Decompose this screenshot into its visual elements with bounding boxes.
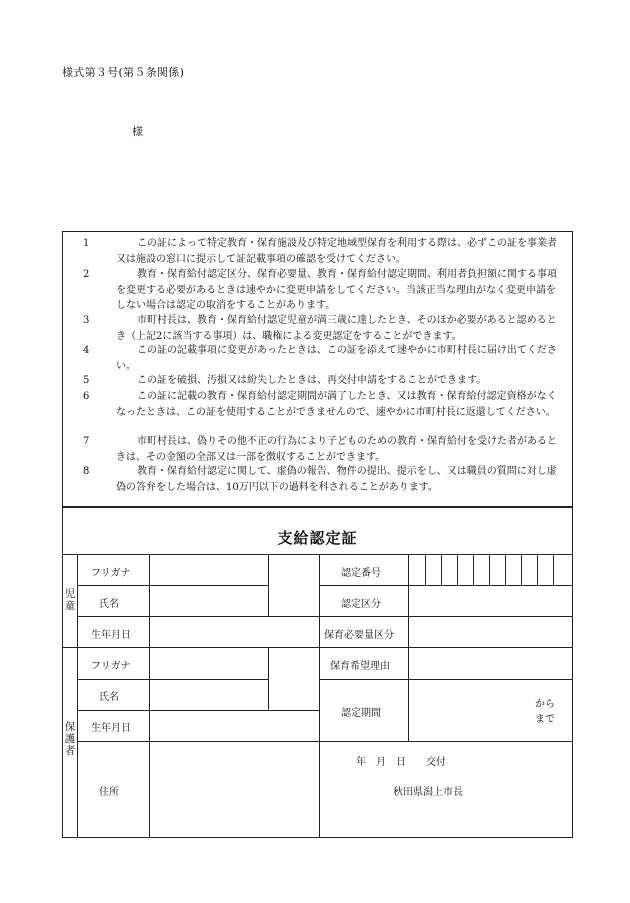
cert-period-label: 認定期間: [341, 708, 381, 719]
guardian-name-label: 氏名: [99, 692, 119, 703]
issue-date-line: 年 月 日 交付: [356, 757, 446, 768]
note-number: 2: [83, 269, 90, 280]
issuer-name: 秋田県潟上市長: [393, 787, 463, 798]
certificate-title: 支給認定証: [277, 529, 358, 547]
guardian-address-label: 住所: [99, 787, 119, 798]
note-number: 8: [83, 466, 90, 477]
note-number: 5: [83, 375, 90, 386]
period-to: まで: [535, 714, 555, 725]
notes-box: [62, 231, 573, 507]
note-text: 教育・保育給付認定区分、保育必要量、教育・保育給付認定期間、利用者負担額に関する事項を変更する必要があるときは速やかに変更申請をしてください。当該正当な理由がなく変更申請をしない場合は認定の取消をすることがあります。: [116, 269, 557, 311]
note-text: 教育・保育給付認定に関して、虚偽の報告、物件の提出、提示をし、又は職員の質問に対し虚偽の答弁をした場合は、10万円以下の過料を科されることがあります。: [116, 466, 557, 493]
child-name-label: 氏名: [99, 599, 119, 610]
note-number: 4: [83, 345, 90, 356]
note-text: この証の記載事項に変更があったときは、この証を添えて速やかに市町村長に届け出てください。: [116, 345, 557, 372]
note-number: 7: [83, 436, 90, 447]
note-text: この証によって特定教育・保育施設及び特定地域型保育を利用する際は、必ずこの証を事業者又は施設の窓口に提示して証記載事項の確認を受けてください。: [116, 238, 557, 265]
note-text: この証を破損、汚損又は紛失したときは、再交付申請をすることができます。: [137, 375, 487, 386]
period-from: から: [535, 699, 555, 710]
guardian-section-text: 保 護 者: [64, 721, 76, 757]
certificate-grid: [62, 507, 573, 838]
guardian-birthdate-label: 生年月日: [91, 723, 131, 734]
guardian-furigana-label: フリガナ: [91, 661, 131, 672]
cert-category-label: 認定区分: [341, 599, 381, 610]
note-text: この証に記載の教育・保育給付認定期間が満了したとき、又は教育・保育給付認定資格がなくなったときは、この証を使用することができませんので、速やかに市町村長に返還してください。: [116, 391, 557, 418]
certificate-table: [62, 507, 573, 838]
note-number: 3: [83, 315, 90, 326]
note-text: 市町村長は、偽りその他不正の行為により子どものための教育・保育給付を受けた者があるときは、その金額の全部又は一部を徴収することができます。: [116, 436, 557, 463]
child-section-text: 児 童: [64, 588, 76, 612]
form-number: 様式第３号(第５条関係): [62, 66, 185, 79]
guardian-section-label: [63, 721, 77, 757]
child-birthdate-label: 生年月日: [91, 630, 131, 641]
child-furigana-label: フリガナ: [91, 568, 131, 579]
note-text: 市町村長は、教育・保育給付認定児童が満三歳に達したとき、そのほか必要があると認めるとき（上記2に該当する事項）は、職権による変更認定をすることができます。: [116, 315, 557, 342]
note-number: 1: [83, 238, 90, 249]
child-section-label: [63, 588, 77, 612]
cert-number-label: 認定番号: [341, 568, 381, 579]
note-number: 6: [83, 391, 90, 402]
desired-reason-label: 保育希望理由: [330, 661, 390, 672]
addressee-suffix: 様: [132, 125, 143, 138]
care-amount-label: 保育必要量区分: [324, 630, 394, 641]
